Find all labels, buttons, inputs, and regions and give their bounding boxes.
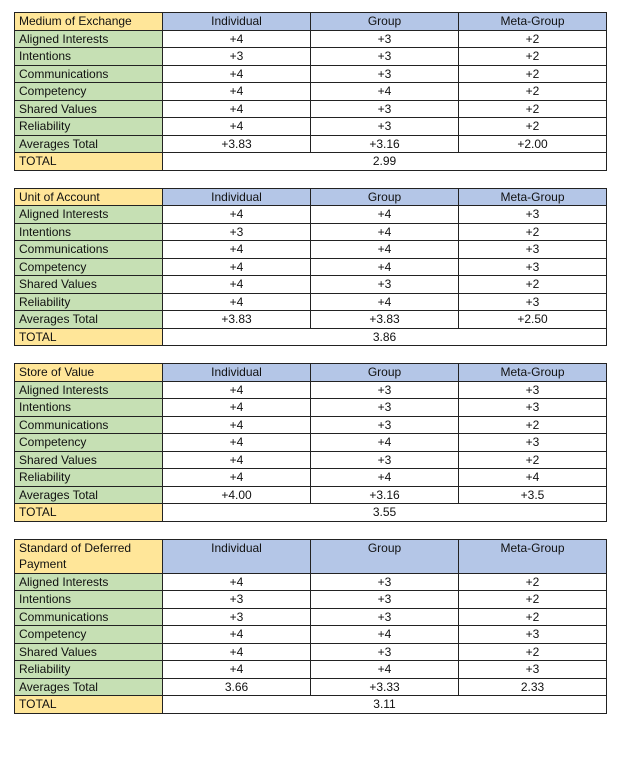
table-title: Medium of Exchange — [15, 13, 163, 31]
score-cell: +4 — [163, 100, 311, 118]
row-label: Shared Values — [15, 276, 163, 294]
score-cell: +4 — [163, 626, 311, 644]
score-cell: +4 — [163, 399, 311, 417]
row-label: Reliability — [15, 293, 163, 311]
row-label: Intentions — [15, 223, 163, 241]
table-row — [15, 258, 607, 276]
score-cell: +4 — [163, 469, 311, 487]
score-cell: +2 — [459, 608, 607, 626]
table-row — [15, 311, 607, 329]
score-cell: +3.5 — [459, 486, 607, 504]
score-cell: +3.83 — [163, 135, 311, 153]
score-cell: +2 — [459, 83, 607, 101]
score-cell: +2 — [459, 643, 607, 661]
table-row — [15, 469, 607, 487]
score-cell: +3.83 — [311, 311, 459, 329]
column-header: Group — [311, 188, 459, 206]
score-cell: +4 — [163, 118, 311, 136]
score-cell: +4 — [163, 643, 311, 661]
row-label: Aligned Interests — [15, 30, 163, 48]
row-label: Averages Total — [15, 678, 163, 696]
score-cell: +3.83 — [163, 311, 311, 329]
table-row — [15, 573, 607, 591]
score-cell: +3 — [459, 399, 607, 417]
column-header: Meta-Group — [459, 539, 607, 573]
score-cell: +3 — [459, 661, 607, 679]
score-cell: +4 — [311, 241, 459, 259]
score-cell: +4 — [163, 381, 311, 399]
column-header: Individual — [163, 539, 311, 573]
row-label: Communications — [15, 65, 163, 83]
table-row — [15, 451, 607, 469]
score-cell: +2 — [459, 591, 607, 609]
column-header: Meta-Group — [459, 13, 607, 31]
score-cell: +4 — [163, 573, 311, 591]
total-value: 3.86 — [163, 328, 607, 346]
score-cell: +2 — [459, 573, 607, 591]
row-label: Shared Values — [15, 100, 163, 118]
table-row — [15, 223, 607, 241]
table-row — [15, 626, 607, 644]
score-cell: +4 — [163, 661, 311, 679]
score-cell: +2 — [459, 451, 607, 469]
column-header: Meta-Group — [459, 364, 607, 382]
row-label: Competency — [15, 83, 163, 101]
table-header-row — [15, 539, 607, 573]
score-cell: +3.16 — [311, 486, 459, 504]
row-label: Intentions — [15, 399, 163, 417]
score-cell: +3 — [163, 608, 311, 626]
row-label: Reliability — [15, 118, 163, 136]
score-cell: +3 — [459, 381, 607, 399]
column-header: Group — [311, 364, 459, 382]
score-cell: 2.33 — [459, 678, 607, 696]
table-spacer — [14, 346, 606, 363]
table-row — [15, 241, 607, 259]
total-row — [15, 504, 607, 522]
score-cell: +3 — [459, 434, 607, 452]
score-cell: +3 — [311, 608, 459, 626]
score-cell: +4.00 — [163, 486, 311, 504]
score-cell: +3 — [311, 48, 459, 66]
row-label: Aligned Interests — [15, 381, 163, 399]
score-cell: +4 — [311, 223, 459, 241]
table-row — [15, 678, 607, 696]
score-cell: 3.66 — [163, 678, 311, 696]
score-cell: +4 — [163, 434, 311, 452]
score-cell: +3 — [311, 591, 459, 609]
score-cell: +3 — [311, 30, 459, 48]
total-value: 2.99 — [163, 153, 607, 171]
table-row — [15, 65, 607, 83]
score-cell: +3.16 — [311, 135, 459, 153]
score-cell: +3 — [311, 118, 459, 136]
score-cell: +4 — [311, 83, 459, 101]
row-label: Communications — [15, 416, 163, 434]
score-cell: +4 — [311, 434, 459, 452]
column-header: Group — [311, 13, 459, 31]
score-cell: +3 — [459, 626, 607, 644]
column-header: Individual — [163, 188, 311, 206]
score-cell: +3 — [311, 65, 459, 83]
score-cell: +3 — [163, 591, 311, 609]
row-label: Averages Total — [15, 486, 163, 504]
score-cell: +4 — [163, 451, 311, 469]
row-label: Communications — [15, 241, 163, 259]
score-cell: +4 — [311, 661, 459, 679]
score-cell: +4 — [311, 293, 459, 311]
table-title: Unit of Account — [15, 188, 163, 206]
table-row — [15, 206, 607, 224]
total-row — [15, 328, 607, 346]
column-header: Group — [311, 539, 459, 573]
score-cell: +3 — [311, 573, 459, 591]
total-value: 3.55 — [163, 504, 607, 522]
table-spacer — [14, 522, 606, 539]
score-cell: +3.33 — [311, 678, 459, 696]
score-cell: +2.50 — [459, 311, 607, 329]
score-table — [14, 363, 607, 522]
score-cell: +2 — [459, 118, 607, 136]
score-cell: +4 — [163, 83, 311, 101]
score-cell: +4 — [163, 276, 311, 294]
table-row — [15, 30, 607, 48]
table-row — [15, 608, 607, 626]
row-label: Aligned Interests — [15, 206, 163, 224]
score-cell: +4 — [311, 206, 459, 224]
score-cell: +3 — [311, 381, 459, 399]
table-row — [15, 100, 607, 118]
score-cell: +4 — [163, 206, 311, 224]
table-row — [15, 643, 607, 661]
score-cell: +4 — [163, 30, 311, 48]
score-table — [14, 12, 607, 171]
table-row — [15, 276, 607, 294]
table-row — [15, 661, 607, 679]
score-cell: +4 — [163, 65, 311, 83]
table-row — [15, 416, 607, 434]
score-cell: +2.00 — [459, 135, 607, 153]
score-cell: +3 — [311, 276, 459, 294]
table-header-row — [15, 188, 607, 206]
column-header: Individual — [163, 13, 311, 31]
score-cell: +4 — [311, 258, 459, 276]
table-header-row — [15, 364, 607, 382]
table-row — [15, 118, 607, 136]
score-table — [14, 188, 607, 347]
score-cell: +3 — [163, 48, 311, 66]
row-label: Shared Values — [15, 643, 163, 661]
table-title: Store of Value — [15, 364, 163, 382]
table-row — [15, 399, 607, 417]
score-cell: +4 — [459, 469, 607, 487]
table-row — [15, 293, 607, 311]
total-label: TOTAL — [15, 328, 163, 346]
score-cell: +3 — [163, 223, 311, 241]
score-cell: +3 — [311, 451, 459, 469]
score-cell: +2 — [459, 65, 607, 83]
score-cell: +3 — [311, 416, 459, 434]
total-value: 3.11 — [163, 696, 607, 714]
score-cell: +3 — [311, 399, 459, 417]
score-cell: +2 — [459, 416, 607, 434]
total-row — [15, 153, 607, 171]
row-label: Averages Total — [15, 135, 163, 153]
row-label: Competency — [15, 258, 163, 276]
row-label: Intentions — [15, 591, 163, 609]
score-cell: +2 — [459, 276, 607, 294]
score-cell: +4 — [163, 241, 311, 259]
row-label: Aligned Interests — [15, 573, 163, 591]
score-cell: +2 — [459, 30, 607, 48]
score-tables — [14, 12, 606, 714]
score-cell: +2 — [459, 100, 607, 118]
score-cell: +4 — [163, 293, 311, 311]
table-row — [15, 486, 607, 504]
score-cell: +3 — [459, 206, 607, 224]
column-header: Individual — [163, 364, 311, 382]
score-cell: +4 — [311, 626, 459, 644]
row-label: Competency — [15, 434, 163, 452]
table-row — [15, 381, 607, 399]
score-cell: +3 — [459, 293, 607, 311]
score-cell: +4 — [163, 416, 311, 434]
table-row — [15, 83, 607, 101]
score-cell: +4 — [311, 469, 459, 487]
column-header: Meta-Group — [459, 188, 607, 206]
score-cell: +3 — [459, 258, 607, 276]
table-row — [15, 135, 607, 153]
score-cell: +2 — [459, 48, 607, 66]
table-title: Standard of Deferred Payment — [15, 539, 163, 573]
row-label: Reliability — [15, 469, 163, 487]
score-cell: +4 — [163, 258, 311, 276]
row-label: Shared Values — [15, 451, 163, 469]
row-label: Intentions — [15, 48, 163, 66]
table-row — [15, 48, 607, 66]
row-label: Reliability — [15, 661, 163, 679]
table-row — [15, 434, 607, 452]
total-row — [15, 696, 607, 714]
score-cell: +3 — [311, 643, 459, 661]
total-label: TOTAL — [15, 504, 163, 522]
score-cell: +3 — [311, 100, 459, 118]
total-label: TOTAL — [15, 696, 163, 714]
row-label: Averages Total — [15, 311, 163, 329]
total-label: TOTAL — [15, 153, 163, 171]
table-row — [15, 591, 607, 609]
score-table — [14, 539, 607, 714]
table-header-row — [15, 13, 607, 31]
score-cell: +2 — [459, 223, 607, 241]
row-label: Competency — [15, 626, 163, 644]
score-cell: +3 — [459, 241, 607, 259]
row-label: Communications — [15, 608, 163, 626]
table-spacer — [14, 171, 606, 188]
